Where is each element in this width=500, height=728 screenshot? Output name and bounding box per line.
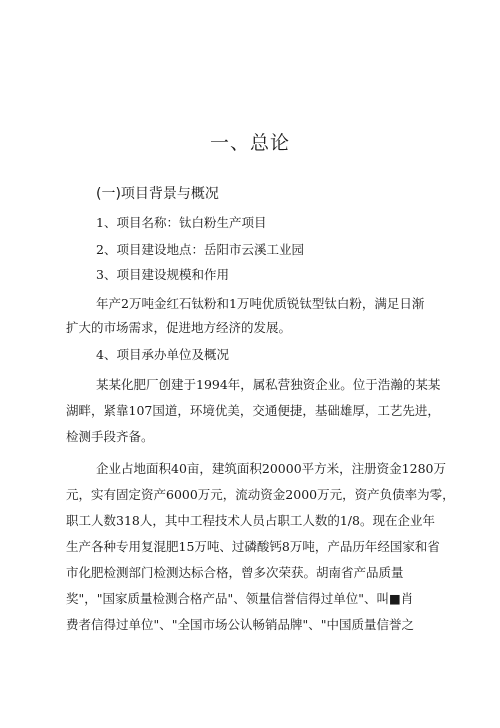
item-project-location: 2、项目建设地点：岳阳市云溪工业园 (96, 242, 304, 257)
paragraph-line: 某某化肥厂创建于1994年，属私营独资企业。位于浩瀚的某某 (96, 377, 441, 392)
paragraph-line: 费者信得过单位"、"全国市场公认畅销品牌"、"中国质量信誉之 (66, 617, 414, 632)
paragraph-line: 生产各种专用复混肥15万吨、过磷酸钙8万吨，产品历年经国家和省 (66, 539, 440, 554)
section-heading: (一)项目背景与概况 (96, 186, 219, 202)
item-project-name: 1、项目名称：钛白粉生产项目 (96, 215, 267, 230)
paragraph-line: 湖畔，紧靠107国道，环境优美，交通便捷，基础雄厚，工艺先进， (66, 403, 440, 418)
chapter-title: 一、总论 (209, 132, 290, 154)
paragraph-line: 企业占地面积40亩，建筑面积20000平方米，注册资金1280万 (96, 461, 446, 476)
paragraph-line: 检测手段齐备。 (66, 429, 154, 444)
paragraph-line: 年产2万吨金红石钛粉和1万吨优质锐钛型钛白粉，满足日渐 (96, 296, 425, 311)
paragraph-line: 元，实有固定资产6000万元，流动资金2000万元，资产负债率为零， (66, 487, 455, 502)
item-company: 4、项目承办单位及概况 (96, 347, 229, 362)
paragraph-line: 市化肥检测部门检测达标合格，曾多次荣获。胡南省产品质量 (66, 565, 404, 580)
item-project-scale: 3、项目建设规模和作用 (96, 267, 229, 282)
paragraph-line: 职工人数318人，其中工程技术人员占职工人数的1/8。现在企业年 (66, 513, 435, 528)
paragraph-line: 奖"，"国家质量检测合格产品"、领量信誉信得过单位"、叫■肖 (66, 591, 414, 606)
paragraph-line: 扩大的市场需求，促进地方经济的发展。 (66, 320, 292, 335)
